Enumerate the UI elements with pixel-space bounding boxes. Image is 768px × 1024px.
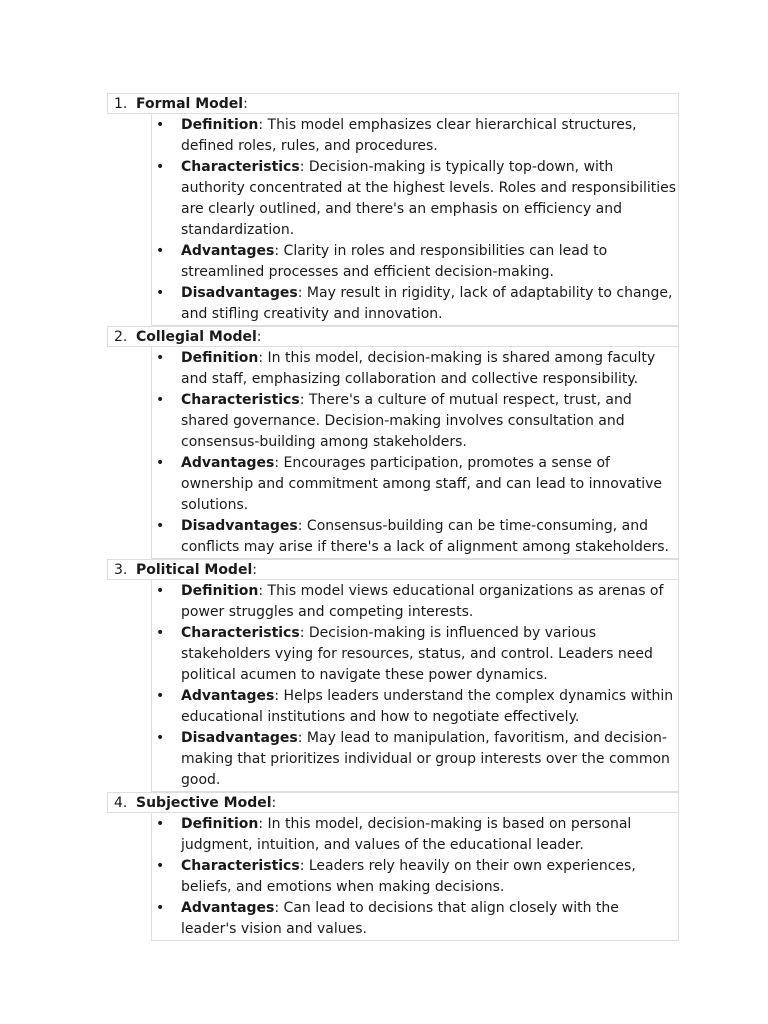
model-heading: 2. Collegial Model: (107, 326, 679, 347)
bullet-icon: • (156, 285, 165, 301)
item-label: Characteristics (181, 159, 300, 175)
bullet-icon: • (156, 243, 165, 259)
list-item (152, 115, 678, 157)
bullet-icon: • (156, 625, 165, 641)
item-label: Advantages (181, 900, 275, 916)
model-section (107, 326, 679, 559)
bullet-icon: • (156, 455, 165, 471)
document-body (107, 93, 679, 941)
list-item (152, 814, 678, 856)
item-text: : In this model, decision-making is shared among faculty and staff, emphasizing collaboration and collective responsibility. (181, 350, 656, 387)
model-title: Collegial Model (136, 329, 257, 345)
bullet-icon: • (156, 583, 165, 599)
list-number: 2. (114, 329, 128, 345)
item-label: Characteristics (181, 625, 300, 641)
model-section (107, 93, 679, 326)
bullet-icon: • (156, 816, 165, 832)
item-label: Disadvantages (181, 285, 298, 301)
list-item (152, 348, 678, 390)
bullet-icon: • (156, 900, 165, 916)
item-text: : Leaders rely heavily on their own experiences, beliefs, and emotions when making decisions. (181, 858, 636, 895)
bullet-list (151, 114, 679, 326)
model-section (107, 792, 679, 941)
list-item (152, 283, 678, 325)
bullet-icon: • (156, 350, 165, 366)
item-text: : May result in rigidity, lack of adaptability to change, and stifling creativity and innovation. (181, 285, 673, 322)
item-text: : Decision-making is typically top-down, with authority concentrated at the highest levels. Roles and responsibilities are clearly outlined, and there's an emphasis on efficiency and standardization. (181, 159, 677, 238)
bullet-icon: • (156, 730, 165, 746)
bullet-icon: • (156, 688, 165, 704)
item-text: : There's a culture of mutual respect, trust, and shared governance. Decision-making involves consultation and consensus-building among stakeholders. (181, 392, 632, 450)
item-label: Definition (181, 117, 259, 133)
list-item (152, 686, 678, 728)
item-label: Disadvantages (181, 518, 298, 534)
list-item (152, 623, 678, 686)
list-item (152, 856, 678, 898)
item-label: Advantages (181, 243, 275, 259)
list-item (152, 390, 678, 453)
item-text: : May lead to manipulation, favoritism, and decision-making that prioritizes individual or group interests over the common good. (181, 730, 670, 788)
list-number: 3. (114, 562, 128, 578)
bullet-icon: • (156, 858, 165, 874)
model-title: Subjective Model (136, 795, 272, 811)
model-section (107, 559, 679, 792)
bullet-icon: • (156, 117, 165, 133)
list-number: 4. (114, 795, 128, 811)
item-label: Definition (181, 583, 259, 599)
item-text: : Helps leaders understand the complex dynamics within educational institutions and how to negotiate effectively. (181, 688, 674, 725)
item-label: Definition (181, 816, 259, 832)
list-item (152, 241, 678, 283)
item-text: : Decision-making is influenced by various stakeholders vying for resources, status, and control. Leaders need political acumen to navigate these power dynamics. (181, 625, 653, 683)
list-item (152, 453, 678, 516)
model-heading: 3. Political Model: (107, 559, 679, 580)
list-item (152, 516, 678, 558)
bullet-list (151, 347, 679, 559)
item-text: : This model views educational organizations as arenas of power struggles and competing interests. (181, 583, 664, 620)
list-item (152, 898, 678, 940)
item-text: : Clarity in roles and responsibilities can lead to streamlined processes and efficient decision-making. (181, 243, 608, 280)
item-text: : In this model, decision-making is based on personal judgment, intuition, and values of the educational leader. (181, 816, 632, 853)
item-label: Characteristics (181, 392, 300, 408)
item-text: : Can lead to decisions that align closely with the leader's vision and values. (181, 900, 619, 937)
model-heading: 1. Formal Model: (107, 93, 679, 114)
item-text: : Encourages participation, promotes a sense of ownership and commitment among staff, and can lead to innovative solutions. (181, 455, 662, 513)
item-label: Advantages (181, 688, 275, 704)
list-item (152, 157, 678, 241)
bullet-icon: • (156, 518, 165, 534)
bullet-list (151, 813, 679, 941)
model-title: Political Model (136, 562, 253, 578)
bullet-icon: • (156, 159, 165, 175)
model-title: Formal Model (136, 96, 244, 112)
item-text: : Consensus-building can be time-consuming, and conflicts may arise if there's a lack of alignment among stakeholders. (181, 518, 669, 555)
item-label: Definition (181, 350, 259, 366)
list-number: 1. (114, 96, 128, 112)
item-text: : This model emphasizes clear hierarchical structures, defined roles, rules, and procedures. (181, 117, 637, 154)
list-item (152, 728, 678, 791)
bullet-list (151, 580, 679, 792)
model-heading: 4. Subjective Model: (107, 792, 679, 813)
item-label: Disadvantages (181, 730, 298, 746)
bullet-icon: • (156, 392, 165, 408)
item-label: Characteristics (181, 858, 300, 874)
list-item (152, 581, 678, 623)
item-label: Advantages (181, 455, 275, 471)
